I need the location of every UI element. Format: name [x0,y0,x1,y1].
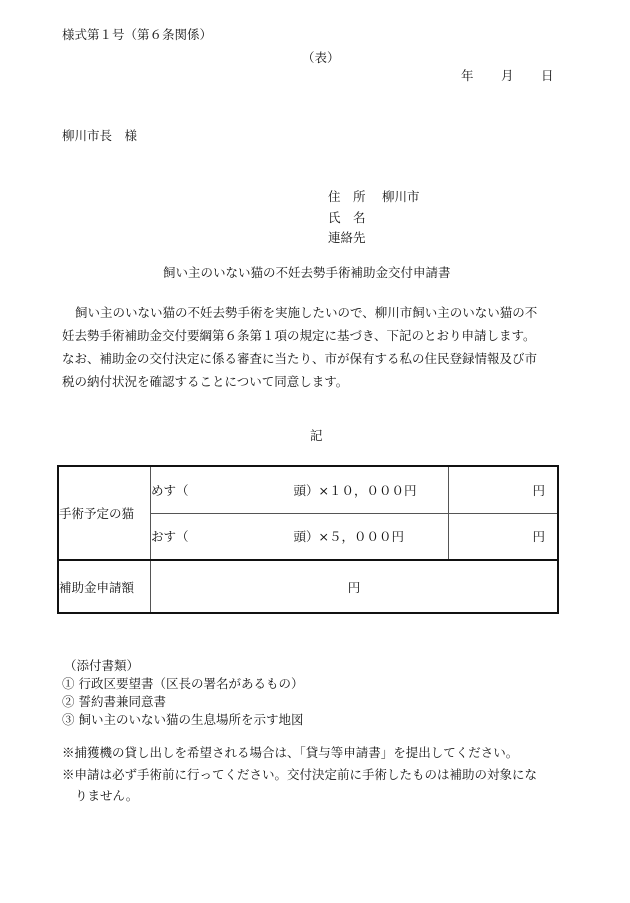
amount-yen: 円 [347,579,361,595]
cats-label-cell [58,466,151,560]
male-suffix: 頭）×５，０００円 [293,529,404,545]
application-table [57,465,559,614]
female-cell [151,466,449,513]
female-suffix: 頭）×１０，０００円 [293,482,417,498]
name-label: 氏 名 [328,210,366,225]
address-label: 住 所 [328,189,366,204]
ki-label: 記 [310,428,323,443]
form-number: 様式第１号（第６条関係） [62,27,213,42]
body-line: なお、補助金の交付決定に係る審査に当たり、市が保有する私の住民登録情報及び市 [62,351,538,366]
date-day: 日 [541,68,554,83]
female-prefix: めす（ [151,482,189,498]
date-year: 年 [461,68,474,83]
male-cell [151,513,449,560]
attachment-item: ③ 飼い主のいない猫の生息場所を示す地図 [62,712,304,727]
amount-label-cell [58,560,151,613]
cats-label: 手術予定の猫 [59,506,135,521]
attachment-item: ① 行政区要望書（区長の署名があるもの） [62,676,304,691]
note-line: ※捕獲機の貸し出しを希望される場合は、「貸与等申請書」を提出してください。 [62,745,519,760]
address-value: 柳川市 [382,189,420,204]
body-paragraph [62,301,582,393]
male-prefix: おす（ [151,529,189,545]
body-line: 税の納付状況を確認することについて同意します。 [62,374,349,389]
amount-cell [151,560,559,613]
attachment-item: ② 誓約書兼同意書 [62,694,166,709]
side-label: （表） [302,50,340,65]
body-line: 妊去勢手術補助金交付要綱第６条第１項の規定に基づき、下記のとおり申請します。 [62,328,536,343]
note-line: りません。 [75,788,139,803]
document-title: 飼い主のいない猫の不妊去勢手術補助金交付申請書 [163,265,451,280]
addressee: 柳川市長 様 [62,128,138,143]
female-yen-cell [449,466,559,513]
date-month: 月 [501,68,514,83]
note-line: ※申請は必ず手術前に行ってください。交付決定前に手術したものは補助の対象にな [62,767,538,782]
body-line: 飼い主のいない猫の不妊去勢手術を実施したいので、柳川市飼い主のいない猫の不 [75,305,538,320]
male-yen-cell [449,513,559,560]
amount-label: 補助金申請額 [59,579,135,595]
contact-label: 連絡先 [328,230,366,245]
male-yen: 円 [532,529,545,545]
attachments-heading: （添付書類） [64,658,140,673]
female-yen: 円 [532,482,545,498]
